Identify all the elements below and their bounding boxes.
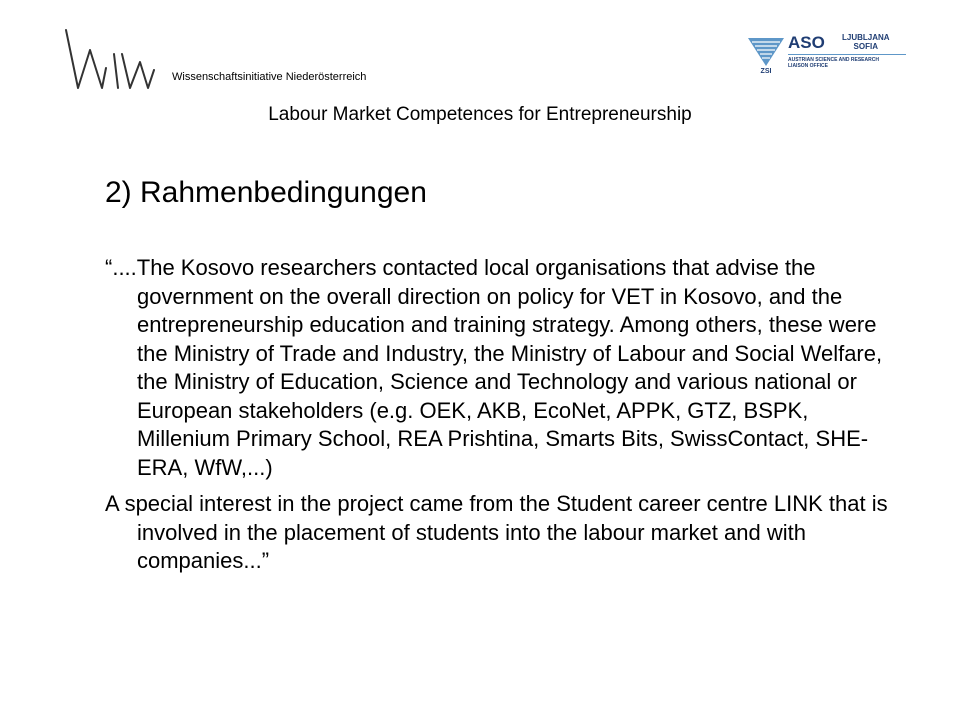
aso-name: ASO xyxy=(788,33,825,52)
aso-logo xyxy=(746,30,906,78)
slide-title: 2) Rahmenbedingungen xyxy=(105,176,427,209)
aso-divider xyxy=(788,54,906,55)
aso-subtitle-line-1: AUSTRIAN SCIENCE AND RESEARCH xyxy=(788,57,879,63)
aso-cities xyxy=(842,33,890,51)
organization-name: Wissenschaftsinitiative Niederösterreich xyxy=(172,71,367,83)
aso-subtitle xyxy=(788,57,879,69)
aso-mark-label: ZSI xyxy=(760,68,772,75)
aso-city-ljubljana: LJUBLJANA xyxy=(842,33,890,42)
quote-paragraph: “....The Kosovo researchers contacted local organisations that advise the government on the overall direction on policy for VET in Kosovo, and the entrepreneurship education and training strategy. Among others, these were the Ministry of Trade and Industry, the Ministry of Labour and Social Welfare, the Ministry of Education, Science and Technology and various national or European stakeholders (e.g. OEK, AKB, EcoNet, APPK, GTZ, BSPK, Millenium Primary School, REA Prishtina, Smarts Bits, SwissContact, SHE-ERA, WfW,...) xyxy=(105,255,883,480)
header-title: Labour Market Competences for Entrepreneurship xyxy=(268,104,692,125)
slide-body xyxy=(105,254,905,584)
aso-subtitle-line-2: LIAISON OFFICE xyxy=(788,63,828,69)
wiw-logo xyxy=(62,28,158,90)
closing-paragraph: A special interest in the project came from the Student career centre LINK that is involved in the placement of students into the labour market and with companies...” xyxy=(105,491,888,573)
aso-city-sofia: SOFIA xyxy=(853,42,878,51)
aso-mark-icon xyxy=(746,30,786,76)
